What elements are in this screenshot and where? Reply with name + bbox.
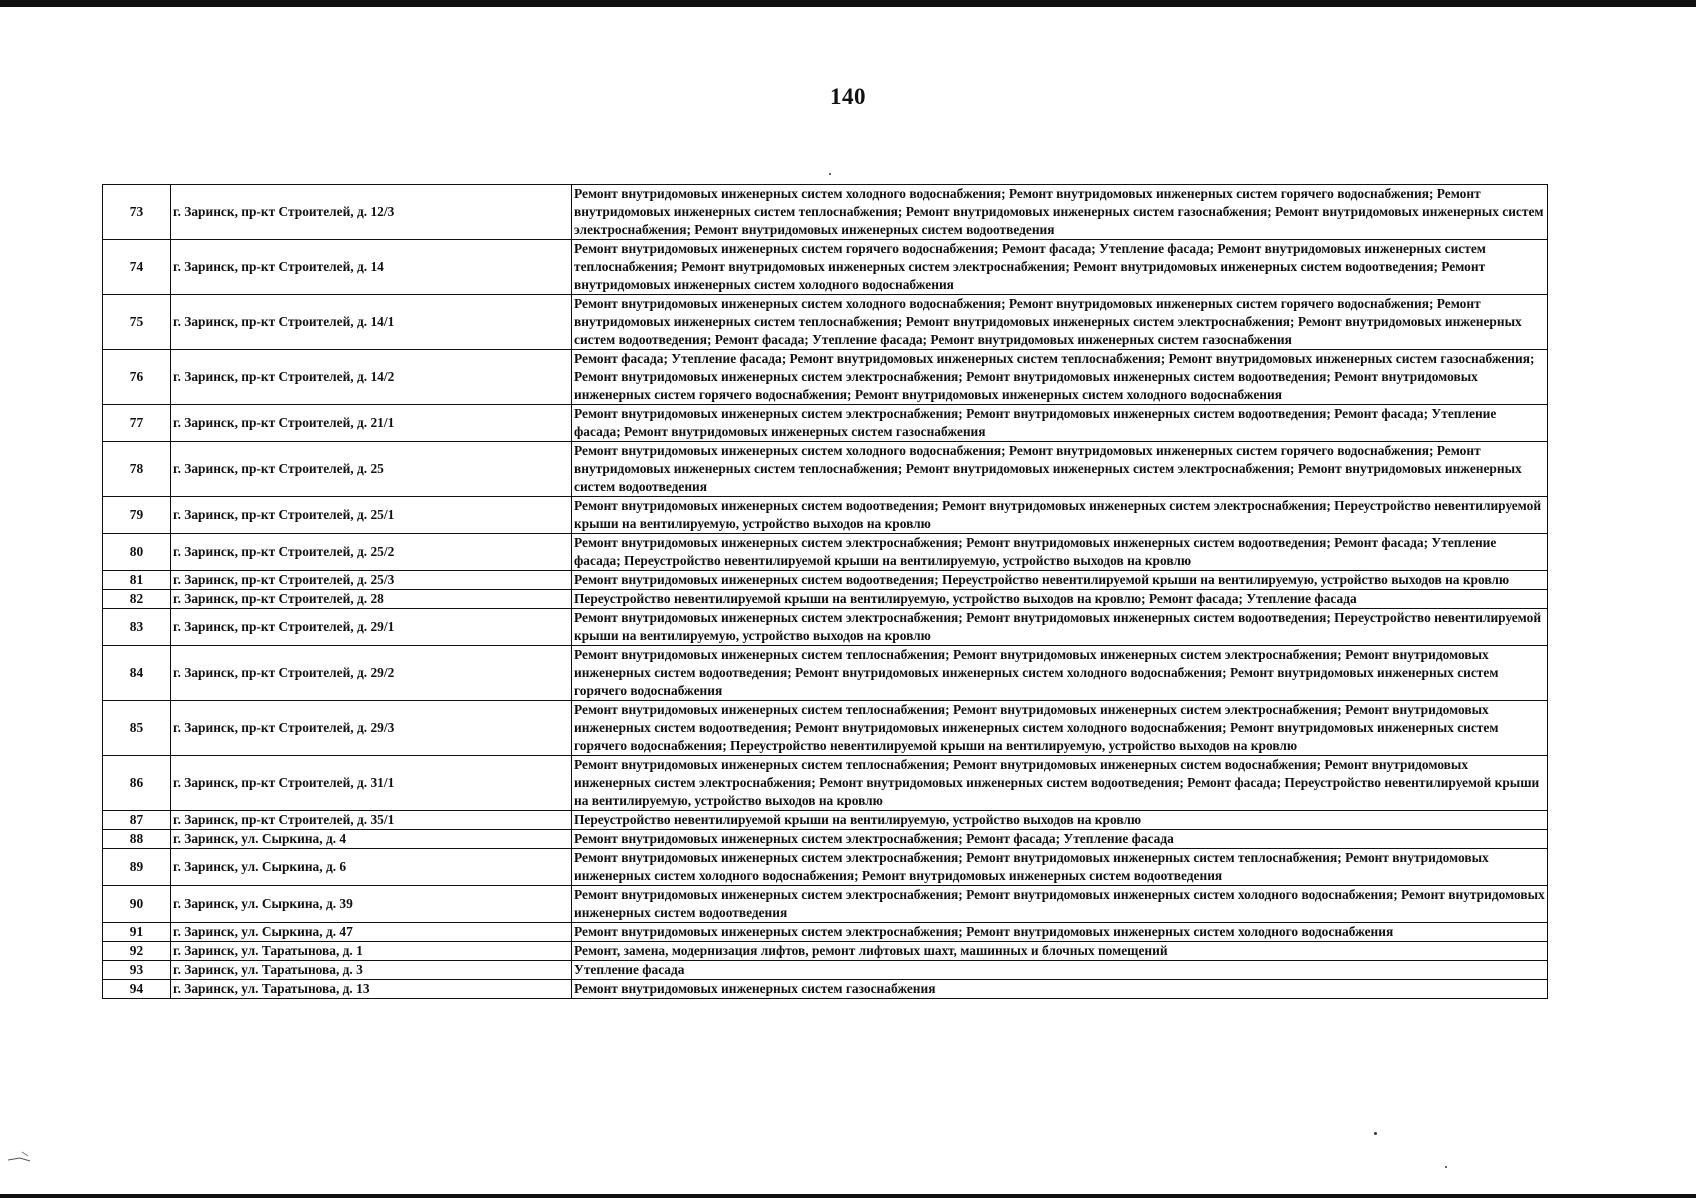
row-number: 75: [103, 295, 171, 350]
row-number: 86: [103, 756, 171, 811]
row-number: 81: [103, 571, 171, 590]
row-works: Ремонт внутридомовых инженерных систем водоотведения; Переустройство невентилируемой крыши на вентилируемую, устройство выходов на кровлю: [572, 571, 1548, 590]
row-works: Ремонт внутридомовых инженерных систем электроснабжения; Ремонт внутридомовых инженерных систем водоотведения; Переустройство невентилируемой крыши на вентилируемую, устройство выходов на кровлю: [572, 609, 1548, 646]
row-address: г. Заринск, пр-кт Строителей, д. 29/1: [171, 609, 572, 646]
table-row: [103, 942, 1548, 961]
row-address: г. Заринск, пр-кт Строителей, д. 12/3: [171, 185, 572, 240]
row-address: г. Заринск, ул. Сыркина, д. 6: [171, 849, 572, 886]
row-works: Ремонт внутридомовых инженерных систем холодного водоснабжения; Ремонт внутридомовых инженерных систем горячего водоснабжения; Ремонт внутридомовых инженерных систем теплоснабжения; Ремонт внутридомовых инженерных систем электроснабжения; Ремонт внутридомовых инженерных систем водоотведения: [572, 442, 1548, 497]
row-number: 87: [103, 811, 171, 830]
row-address: г. Заринск, ул. Таратынова, д. 13: [171, 980, 572, 999]
table-row: [103, 295, 1548, 350]
works-table-body: [103, 185, 1548, 999]
row-works: Ремонт внутридомовых инженерных систем электроснабжения; Ремонт внутридомовых инженерных систем водоотведения; Ремонт фасада; Утепление фасада; Переустройство невентилируемой крыши на вентилируемую, устройство выходов на кровлю: [572, 534, 1548, 571]
row-address: г. Заринск, пр-кт Строителей, д. 29/3: [171, 701, 572, 756]
row-address: г. Заринск, пр-кт Строителей, д. 28: [171, 590, 572, 609]
row-works: Ремонт внутридомовых инженерных систем теплоснабжения; Ремонт внутридомовых инженерных систем электроснабжения; Ремонт внутридомовых инженерных систем водоотведения; Ремонт внутридомовых инженерных систем холодного водоснабжения; Ремонт внутридомовых инженерных систем горячего водоснабжения: [572, 646, 1548, 701]
table-row: [103, 405, 1548, 442]
scan-speck: [829, 173, 831, 175]
row-number: 73: [103, 185, 171, 240]
row-number: 94: [103, 980, 171, 999]
row-number: 82: [103, 590, 171, 609]
row-works: Ремонт внутридомовых инженерных систем холодного водоснабжения; Ремонт внутридомовых инженерных систем горячего водоснабжения; Ремонт внутридомовых инженерных систем теплоснабжения; Ремонт внутридомовых инженерных систем газоснабжения; Ремонт внутридомовых инженерных систем электроснабжения; Ремонт внутридомовых инженерных систем водоотведения: [572, 185, 1548, 240]
row-number: 84: [103, 646, 171, 701]
row-works: Ремонт внутридомовых инженерных систем электроснабжения; Ремонт внутридомовых инженерных систем теплоснабжения; Ремонт внутридомовых инженерных систем холодного водоснабжения; Ремонт внутридомовых инженерных систем водоотведения: [572, 849, 1548, 886]
row-number: 77: [103, 405, 171, 442]
row-number: 89: [103, 849, 171, 886]
scan-bottom-border: [0, 1194, 1696, 1198]
row-works: Ремонт внутридомовых инженерных систем водоотведения; Ремонт внутридомовых инженерных систем электроснабжения; Переустройство невентилируемой крыши на вентилируемую, устройство выходов на кровлю: [572, 497, 1548, 534]
row-address: г. Заринск, пр-кт Строителей, д. 29/2: [171, 646, 572, 701]
scan-speck: [1445, 1166, 1447, 1168]
table-row: [103, 830, 1548, 849]
row-works: Утепление фасада: [572, 961, 1548, 980]
table-row: [103, 849, 1548, 886]
works-table: [102, 184, 1548, 999]
table-row: [103, 811, 1548, 830]
row-address: г. Заринск, ул. Сыркина, д. 4: [171, 830, 572, 849]
table-row: [103, 701, 1548, 756]
table-row: [103, 886, 1548, 923]
row-works: Переустройство невентилируемой крыши на вентилируемую, устройство выходов на кровлю; Ремонт фасада; Утепление фасада: [572, 590, 1548, 609]
row-number: 78: [103, 442, 171, 497]
row-works: Ремонт внутридомовых инженерных систем электроснабжения; Ремонт внутридомовых инженерных систем водоотведения; Ремонт фасада; Утепление фасада; Ремонт внутридомовых инженерных систем газоснабжения: [572, 405, 1548, 442]
row-number: 76: [103, 350, 171, 405]
row-works: Ремонт внутридомовых инженерных систем газоснабжения: [572, 980, 1548, 999]
row-address: г. Заринск, ул. Таратынова, д. 3: [171, 961, 572, 980]
row-number: 85: [103, 701, 171, 756]
table-row: [103, 590, 1548, 609]
scan-speck: [1374, 1132, 1377, 1135]
row-address: г. Заринск, пр-кт Строителей, д. 14/2: [171, 350, 572, 405]
row-number: 90: [103, 886, 171, 923]
row-works: Ремонт внутридомовых инженерных систем теплоснабжения; Ремонт внутридомовых инженерных систем водоснабжения; Ремонт внутридомовых инженерных систем электроснабжения; Ремонт внутридомовых инженерных систем водоотведения; Ремонт фасада; Переустройство невентилируемой крыши на вентилируемую, устройство выходов на кровлю: [572, 756, 1548, 811]
table-row: [103, 240, 1548, 295]
row-number: 79: [103, 497, 171, 534]
row-works: Переустройство невентилируемой крыши на вентилируемую, устройство выходов на кровлю: [572, 811, 1548, 830]
row-address: г. Заринск, пр-кт Строителей, д. 25/1: [171, 497, 572, 534]
row-number: 88: [103, 830, 171, 849]
row-address: г. Заринск, ул. Сыркина, д. 47: [171, 923, 572, 942]
row-address: г. Заринск, пр-кт Строителей, д. 14/1: [171, 295, 572, 350]
row-number: 80: [103, 534, 171, 571]
table-row: [103, 646, 1548, 701]
row-works: Ремонт фасада; Утепление фасада; Ремонт внутридомовых инженерных систем теплоснабжения; Ремонт внутридомовых инженерных систем газоснабжения; Ремонт внутридомовых инженерных систем электроснабжения; Ремонт внутридомовых инженерных систем водоотведения; Ремонт внутридомовых инженерных систем горячего водоснабжения; Ремонт внутридомовых инженерных систем холодного водоснабжения: [572, 350, 1548, 405]
row-address: г. Заринск, ул. Таратынова, д. 1: [171, 942, 572, 961]
table-row: [103, 609, 1548, 646]
row-number: 93: [103, 961, 171, 980]
row-number: 91: [103, 923, 171, 942]
row-address: г. Заринск, ул. Сыркина, д. 39: [171, 886, 572, 923]
row-works: Ремонт внутридомовых инженерных систем электроснабжения; Ремонт внутридомовых инженерных систем холодного водоснабжения; Ремонт внутридомовых инженерных систем водоотведения: [572, 886, 1548, 923]
table-row: [103, 756, 1548, 811]
row-address: г. Заринск, пр-кт Строителей, д. 21/1: [171, 405, 572, 442]
row-address: г. Заринск, пр-кт Строителей, д. 35/1: [171, 811, 572, 830]
table-row: [103, 923, 1548, 942]
table-row: [103, 185, 1548, 240]
row-works: Ремонт внутридомовых инженерных систем теплоснабжения; Ремонт внутридомовых инженерных систем электроснабжения; Ремонт внутридомовых инженерных систем водоотведения; Ремонт внутридомовых инженерных систем холодного водоснабжения; Ремонт внутридомовых инженерных систем горячего водоснабжения; Переустройство невентилируемой крыши на вентилируемую, устройство выходов на кровлю: [572, 701, 1548, 756]
row-address: г. Заринск, пр-кт Строителей, д. 25/2: [171, 534, 572, 571]
row-works: Ремонт внутридомовых инженерных систем горячего водоснабжения; Ремонт фасада; Утепление фасада; Ремонт внутридомовых инженерных систем теплоснабжения; Ремонт внутридомовых инженерных систем электроснабжения; Ремонт внутридомовых инженерных систем водоотведения; Ремонт внутридомовых инженерных систем холодного водоснабжения: [572, 240, 1548, 295]
table-row: [103, 961, 1548, 980]
row-works: Ремонт внутридомовых инженерных систем электроснабжения; Ремонт внутридомовых инженерных систем холодного водоснабжения: [572, 923, 1548, 942]
row-address: г. Заринск, пр-кт Строителей, д. 31/1: [171, 756, 572, 811]
row-works: Ремонт внутридомовых инженерных систем электроснабжения; Ремонт фасада; Утепление фасада: [572, 830, 1548, 849]
table-row: [103, 350, 1548, 405]
scan-mark: [6, 1148, 34, 1164]
row-number: 92: [103, 942, 171, 961]
row-number: 74: [103, 240, 171, 295]
row-address: г. Заринск, пр-кт Строителей, д. 25/3: [171, 571, 572, 590]
row-address: г. Заринск, пр-кт Строителей, д. 14: [171, 240, 572, 295]
table-row: [103, 980, 1548, 999]
row-number: 83: [103, 609, 171, 646]
table-row: [103, 534, 1548, 571]
scan-top-border: [0, 0, 1696, 7]
row-address: г. Заринск, пр-кт Строителей, д. 25: [171, 442, 572, 497]
table-row: [103, 442, 1548, 497]
table-row: [103, 497, 1548, 534]
row-works: Ремонт внутридомовых инженерных систем холодного водоснабжения; Ремонт внутридомовых инженерных систем горячего водоснабжения; Ремонт внутридомовых инженерных систем теплоснабжения; Ремонт внутридомовых инженерных систем электроснабжения; Ремонт внутридомовых инженерных систем водоотведения; Ремонт фасада; Утепление фасада; Ремонт внутридомовых инженерных систем газоснабжения: [572, 295, 1548, 350]
table-row: [103, 571, 1548, 590]
row-works: Ремонт, замена, модернизация лифтов, ремонт лифтовых шахт, машинных и блочных помещений: [572, 942, 1548, 961]
page-number: 140: [830, 84, 866, 109]
